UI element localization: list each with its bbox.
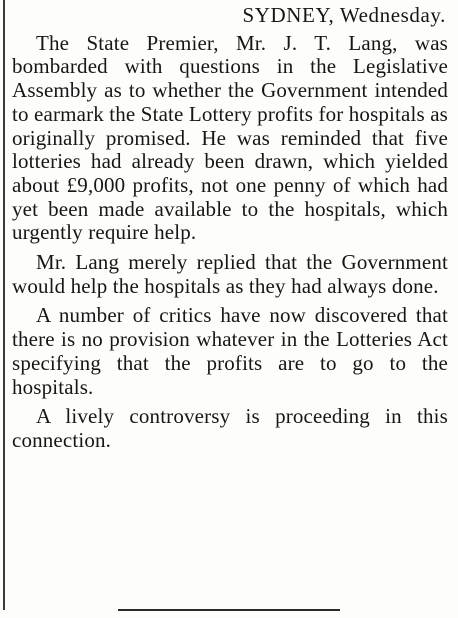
news-article: [12, 4, 448, 453]
article-paragraph-1: The State Premier, Mr. J. T. Lang, was bombarded with questions in the Legislative Assembly as to whether the Government intended to earmark the State Lottery profits for hospitals as originally promised. He was reminded that five lotteries had already been drawn, which yielded about £9,000 profits, not one penny of which had yet been made available to the hospitals, which urgently require help.: [12, 30, 448, 245]
article-paragraph-2: Mr. Lang merely replied that the Government would help the hospitals as they had always done.: [12, 250, 448, 298]
article-paragraph-4: A lively controversy is proceeding in this connection.: [12, 404, 448, 452]
end-of-article-rule: [118, 609, 340, 611]
column-rule-left: [3, 0, 5, 610]
dateline: SYDNEY, Wednesday.: [242, 3, 446, 27]
article-paragraph-3: A number of critics have now discovered that there is no provision whatever in the Lotteries Act specifying that the profits are to go to the hospitals.: [12, 303, 448, 399]
